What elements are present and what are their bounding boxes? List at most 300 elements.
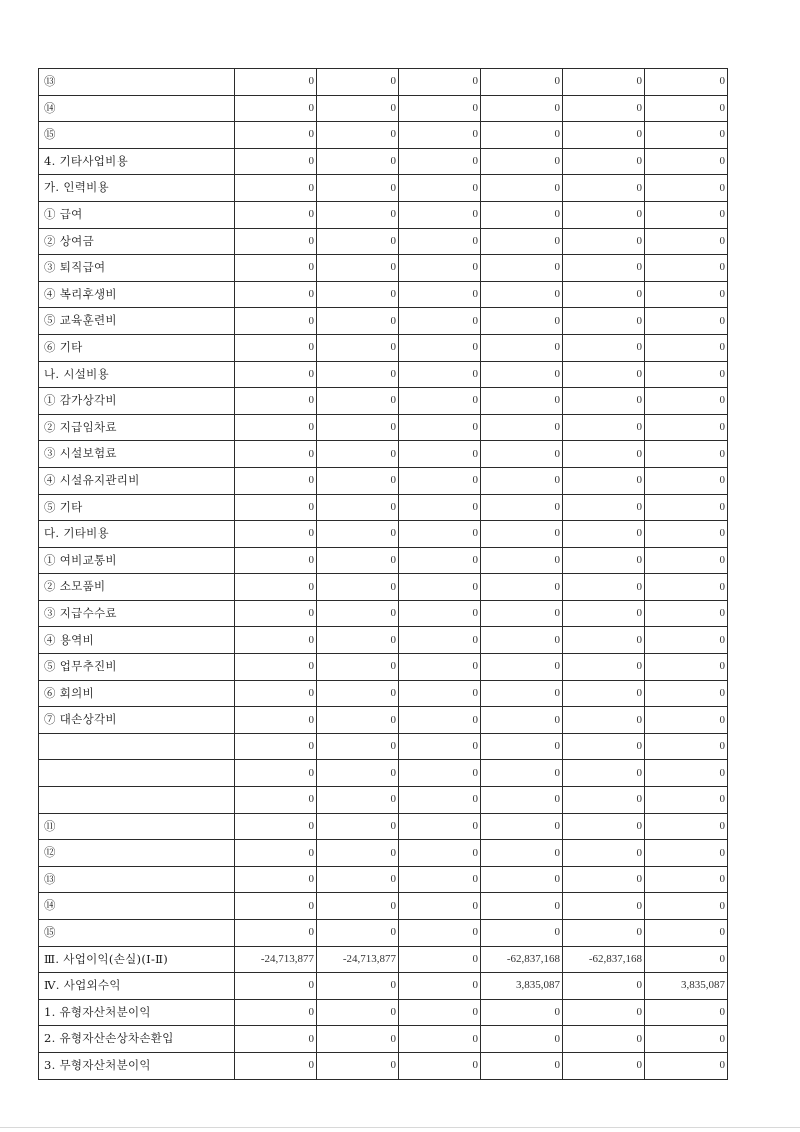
row-label-cell: ④ 시설유지관리비 [39,467,235,494]
amount-cell: 0 [235,1026,317,1053]
amount-cell: 0 [317,654,399,681]
amount-cell: 0 [399,441,481,468]
row-label-cell: ① 감가상각비 [39,388,235,415]
table-row [39,627,728,654]
amount-cell: 0 [481,654,563,681]
amount-cell: 0 [399,680,481,707]
row-label-cell: 4. 기타사업비용 [39,148,235,175]
amount-cell: 0 [481,361,563,388]
amount-cell: 0 [317,760,399,787]
amount-cell: 0 [317,999,399,1026]
amount-cell: 0 [481,122,563,149]
amount-cell: 0 [481,281,563,308]
table-row [39,175,728,202]
amount-cell: 3,835,087 [481,973,563,1000]
amount-cell: 0 [481,574,563,601]
amount-cell: 0 [399,760,481,787]
table-row [39,840,728,867]
table-row [39,334,728,361]
row-label-cell: ⑬ [39,69,235,96]
table-row [39,281,728,308]
amount-cell: 0 [235,69,317,96]
row-label-cell: ⑪ [39,813,235,840]
row-label-cell: 가. 인력비용 [39,175,235,202]
table-row [39,228,728,255]
amount-cell: 0 [645,760,728,787]
amount-cell: 0 [317,441,399,468]
amount-cell: 0 [317,95,399,122]
amount-cell: 0 [399,574,481,601]
amount-cell: 0 [317,467,399,494]
amount-cell: 0 [481,175,563,202]
amount-cell: 0 [481,228,563,255]
amount-cell: 0 [235,521,317,548]
amount-cell: 0 [563,441,645,468]
amount-cell: 0 [235,813,317,840]
financial-statement-table [38,68,728,1080]
row-label-cell: ⑥ 회의비 [39,680,235,707]
amount-cell: 0 [399,388,481,415]
amount-cell: 0 [235,654,317,681]
amount-cell: 0 [399,920,481,947]
amount-cell: 0 [645,920,728,947]
table-row [39,388,728,415]
table-row [39,999,728,1026]
amount-cell: 0 [317,521,399,548]
amount-cell: 0 [645,733,728,760]
table-row [39,95,728,122]
amount-cell: 0 [235,122,317,149]
amount-cell: 0 [563,255,645,282]
amount-cell: 0 [399,1052,481,1079]
amount-cell: 0 [563,361,645,388]
amount-cell: 0 [317,388,399,415]
amount-cell: 0 [645,361,728,388]
table-row [39,467,728,494]
amount-cell: 0 [235,281,317,308]
amount-cell: 0 [399,654,481,681]
amount-cell: 0 [399,973,481,1000]
amount-cell: 0 [317,813,399,840]
row-label-cell: ⑤ 교육훈련비 [39,308,235,335]
amount-cell: 3,835,087 [645,973,728,1000]
amount-cell: 0 [645,334,728,361]
amount-cell: 0 [399,840,481,867]
amount-cell: 0 [645,813,728,840]
amount-cell: 0 [481,494,563,521]
amount-cell: 0 [317,414,399,441]
amount-cell: 0 [399,148,481,175]
amount-cell: 0 [235,733,317,760]
row-label-cell: 3. 무형자산처분이익 [39,1052,235,1079]
amount-cell: -62,837,168 [481,946,563,973]
row-label-cell [39,733,235,760]
row-label-cell: ② 소모품비 [39,574,235,601]
amount-cell: 0 [645,521,728,548]
table-row [39,308,728,335]
row-label-cell: 다. 기타비용 [39,521,235,548]
amount-cell: 0 [563,840,645,867]
amount-cell: 0 [317,920,399,947]
amount-cell: 0 [235,308,317,335]
amount-cell: 0 [645,866,728,893]
amount-cell: 0 [235,388,317,415]
row-label-cell: ⑭ [39,95,235,122]
amount-cell: 0 [645,69,728,96]
amount-cell: 0 [563,733,645,760]
table-row [39,600,728,627]
amount-cell: 0 [235,255,317,282]
amount-cell: 0 [481,201,563,228]
amount-cell: -62,837,168 [563,946,645,973]
amount-cell: 0 [563,175,645,202]
table-row [39,733,728,760]
amount-cell: 0 [481,521,563,548]
amount-cell: 0 [645,467,728,494]
table-row [39,1052,728,1079]
amount-cell: 0 [317,627,399,654]
amount-cell: 0 [235,707,317,734]
table-row [39,973,728,1000]
amount-cell: 0 [317,334,399,361]
amount-cell: 0 [317,1052,399,1079]
amount-cell: 0 [481,733,563,760]
amount-cell: 0 [563,308,645,335]
row-label-cell: ④ 용역비 [39,627,235,654]
amount-cell: 0 [645,228,728,255]
amount-cell: 0 [481,1052,563,1079]
amount-cell: 0 [645,494,728,521]
amount-cell: 0 [399,627,481,654]
table-row [39,787,728,814]
amount-cell: 0 [481,388,563,415]
row-label-cell: ① 여비교통비 [39,547,235,574]
amount-cell: 0 [481,69,563,96]
amount-cell: 0 [399,414,481,441]
amount-cell: 0 [317,1026,399,1053]
amount-cell: -24,713,877 [317,946,399,973]
amount-cell: 0 [399,1026,481,1053]
page-bottom-rule [0,1127,800,1128]
row-label-cell: ③ 시설보험료 [39,441,235,468]
amount-cell: 0 [645,175,728,202]
amount-cell: 0 [399,707,481,734]
table-row [39,414,728,441]
table-row [39,547,728,574]
amount-cell: 0 [645,840,728,867]
amount-cell: 0 [317,707,399,734]
amount-cell: 0 [399,361,481,388]
row-label-cell: ② 지급임차료 [39,414,235,441]
table-row [39,760,728,787]
amount-cell: 0 [563,813,645,840]
amount-cell: 0 [481,467,563,494]
table-row [39,1026,728,1053]
amount-cell: 0 [235,680,317,707]
amount-cell: 0 [399,521,481,548]
amount-cell: 0 [481,600,563,627]
amount-cell: 0 [645,946,728,973]
amount-cell: 0 [399,547,481,574]
amount-cell: 0 [235,334,317,361]
amount-cell: 0 [399,228,481,255]
amount-cell: 0 [481,1026,563,1053]
table-row [39,69,728,96]
amount-cell: 0 [481,787,563,814]
row-label-cell: ③ 퇴직급여 [39,255,235,282]
amount-cell: 0 [563,122,645,149]
amount-cell: 0 [563,787,645,814]
amount-cell: 0 [317,680,399,707]
amount-cell: 0 [399,122,481,149]
amount-cell: 0 [563,521,645,548]
amount-cell: 0 [481,813,563,840]
row-label-cell: ⑬ [39,866,235,893]
amount-cell: 0 [235,787,317,814]
table-row [39,574,728,601]
amount-cell: 0 [399,999,481,1026]
amount-cell: 0 [235,840,317,867]
amount-cell: 0 [481,414,563,441]
amount-cell: 0 [399,866,481,893]
amount-cell: 0 [317,494,399,521]
row-label-cell: ⑭ [39,893,235,920]
amount-cell: 0 [399,255,481,282]
amount-cell: 0 [645,95,728,122]
amount-cell: 0 [645,414,728,441]
amount-cell: 0 [563,228,645,255]
amount-cell: 0 [645,308,728,335]
amount-cell: 0 [399,733,481,760]
amount-cell: 0 [399,175,481,202]
amount-cell: 0 [563,920,645,947]
amount-cell: 0 [235,148,317,175]
amount-cell: 0 [235,95,317,122]
amount-cell: 0 [481,627,563,654]
table-row [39,654,728,681]
table-row [39,946,728,973]
table-row [39,255,728,282]
amount-cell: 0 [317,361,399,388]
amount-cell: 0 [317,733,399,760]
amount-cell: 0 [481,707,563,734]
amount-cell: 0 [317,255,399,282]
amount-cell: 0 [235,574,317,601]
row-label-cell: 2. 유형자산손상차손환입 [39,1026,235,1053]
row-label-cell: ⑦ 대손상각비 [39,707,235,734]
amount-cell: 0 [563,760,645,787]
amount-cell: 0 [563,467,645,494]
amount-cell: 0 [399,281,481,308]
amount-cell: 0 [563,281,645,308]
amount-cell: 0 [645,999,728,1026]
amount-cell: 0 [563,1052,645,1079]
amount-cell: -24,713,877 [235,946,317,973]
amount-cell: 0 [235,467,317,494]
amount-cell: 0 [317,866,399,893]
amount-cell: 0 [481,920,563,947]
amount-cell: 0 [399,95,481,122]
amount-cell: 0 [645,574,728,601]
amount-cell: 0 [563,574,645,601]
amount-cell: 0 [235,600,317,627]
amount-cell: 0 [399,201,481,228]
table-row [39,441,728,468]
amount-cell: 0 [563,148,645,175]
amount-cell: 0 [645,893,728,920]
amount-cell: 0 [235,973,317,1000]
amount-cell: 0 [399,946,481,973]
amount-cell: 0 [563,707,645,734]
row-label-cell: 1. 유형자산처분이익 [39,999,235,1026]
table-row [39,361,728,388]
amount-cell: 0 [399,334,481,361]
table-body [39,69,728,1080]
amount-cell: 0 [645,281,728,308]
amount-cell: 0 [645,1026,728,1053]
amount-cell: 0 [481,308,563,335]
amount-cell: 0 [481,547,563,574]
row-label-cell: ⑫ [39,840,235,867]
amount-cell: 0 [563,654,645,681]
amount-cell: 0 [235,866,317,893]
row-label-cell: Ⅲ. 사업이익(손실)(Ⅰ-Ⅱ) [39,946,235,973]
amount-cell: 0 [645,255,728,282]
amount-cell: 0 [481,255,563,282]
amount-cell: 0 [645,388,728,415]
row-label-cell: ⑤ 기타 [39,494,235,521]
amount-cell: 0 [235,228,317,255]
amount-cell: 0 [235,547,317,574]
table-row [39,813,728,840]
amount-cell: 0 [481,95,563,122]
amount-cell: 0 [563,999,645,1026]
amount-cell: 0 [317,201,399,228]
amount-cell: 0 [235,760,317,787]
row-label-cell: ⑮ [39,920,235,947]
amount-cell: 0 [317,281,399,308]
row-label-cell: ⑮ [39,122,235,149]
amount-cell: 0 [645,547,728,574]
row-label-cell: ① 급여 [39,201,235,228]
table-row [39,122,728,149]
amount-cell: 0 [645,654,728,681]
row-label-cell: Ⅳ. 사업외수익 [39,973,235,1000]
amount-cell: 0 [399,813,481,840]
row-label-cell: ⑥ 기타 [39,334,235,361]
amount-cell: 0 [645,787,728,814]
amount-cell: 0 [481,441,563,468]
amount-cell: 0 [563,627,645,654]
amount-cell: 0 [317,122,399,149]
amount-cell: 0 [235,1052,317,1079]
amount-cell: 0 [399,600,481,627]
amount-cell: 0 [563,69,645,96]
amount-cell: 0 [317,175,399,202]
amount-cell: 0 [235,494,317,521]
amount-cell: 0 [645,1052,728,1079]
row-label-cell: ③ 지급수수료 [39,600,235,627]
amount-cell: 0 [563,201,645,228]
table-row [39,707,728,734]
amount-cell: 0 [235,893,317,920]
amount-cell: 0 [317,840,399,867]
amount-cell: 0 [317,69,399,96]
row-label-cell: ⑤ 업무추진비 [39,654,235,681]
amount-cell: 0 [399,494,481,521]
amount-cell: 0 [317,228,399,255]
amount-cell: 0 [317,973,399,1000]
table-row [39,680,728,707]
table-row [39,521,728,548]
amount-cell: 0 [235,361,317,388]
amount-cell: 0 [563,95,645,122]
amount-cell: 0 [563,893,645,920]
amount-cell: 0 [563,494,645,521]
amount-cell: 0 [563,547,645,574]
amount-cell: 0 [481,760,563,787]
amount-cell: 0 [563,334,645,361]
amount-cell: 0 [645,680,728,707]
amount-cell: 0 [563,680,645,707]
amount-cell: 0 [235,999,317,1026]
amount-cell: 0 [645,600,728,627]
amount-cell: 0 [317,574,399,601]
table-row [39,494,728,521]
amount-cell: 0 [481,840,563,867]
amount-cell: 0 [563,866,645,893]
amount-cell: 0 [563,388,645,415]
amount-cell: 0 [563,600,645,627]
amount-cell: 0 [563,973,645,1000]
amount-cell: 0 [645,441,728,468]
table-row [39,893,728,920]
amount-cell: 0 [235,414,317,441]
amount-cell: 0 [317,308,399,335]
amount-cell: 0 [317,148,399,175]
table-row [39,866,728,893]
table-row [39,148,728,175]
amount-cell: 0 [399,69,481,96]
row-label-cell: ② 상여금 [39,228,235,255]
amount-cell: 0 [645,122,728,149]
amount-cell: 0 [645,627,728,654]
amount-cell: 0 [563,1026,645,1053]
amount-cell: 0 [317,547,399,574]
amount-cell: 0 [399,893,481,920]
amount-cell: 0 [317,787,399,814]
amount-cell: 0 [317,893,399,920]
amount-cell: 0 [563,414,645,441]
row-label-cell: 나. 시설비용 [39,361,235,388]
amount-cell: 0 [481,999,563,1026]
amount-cell: 0 [317,600,399,627]
amount-cell: 0 [481,334,563,361]
amount-cell: 0 [645,148,728,175]
amount-cell: 0 [235,627,317,654]
amount-cell: 0 [481,893,563,920]
amount-cell: 0 [399,467,481,494]
amount-cell: 0 [235,441,317,468]
amount-cell: 0 [235,201,317,228]
row-label-cell [39,760,235,787]
amount-cell: 0 [481,148,563,175]
amount-cell: 0 [235,920,317,947]
row-label-cell [39,787,235,814]
table-row [39,201,728,228]
table-row [39,920,728,947]
amount-cell: 0 [645,707,728,734]
